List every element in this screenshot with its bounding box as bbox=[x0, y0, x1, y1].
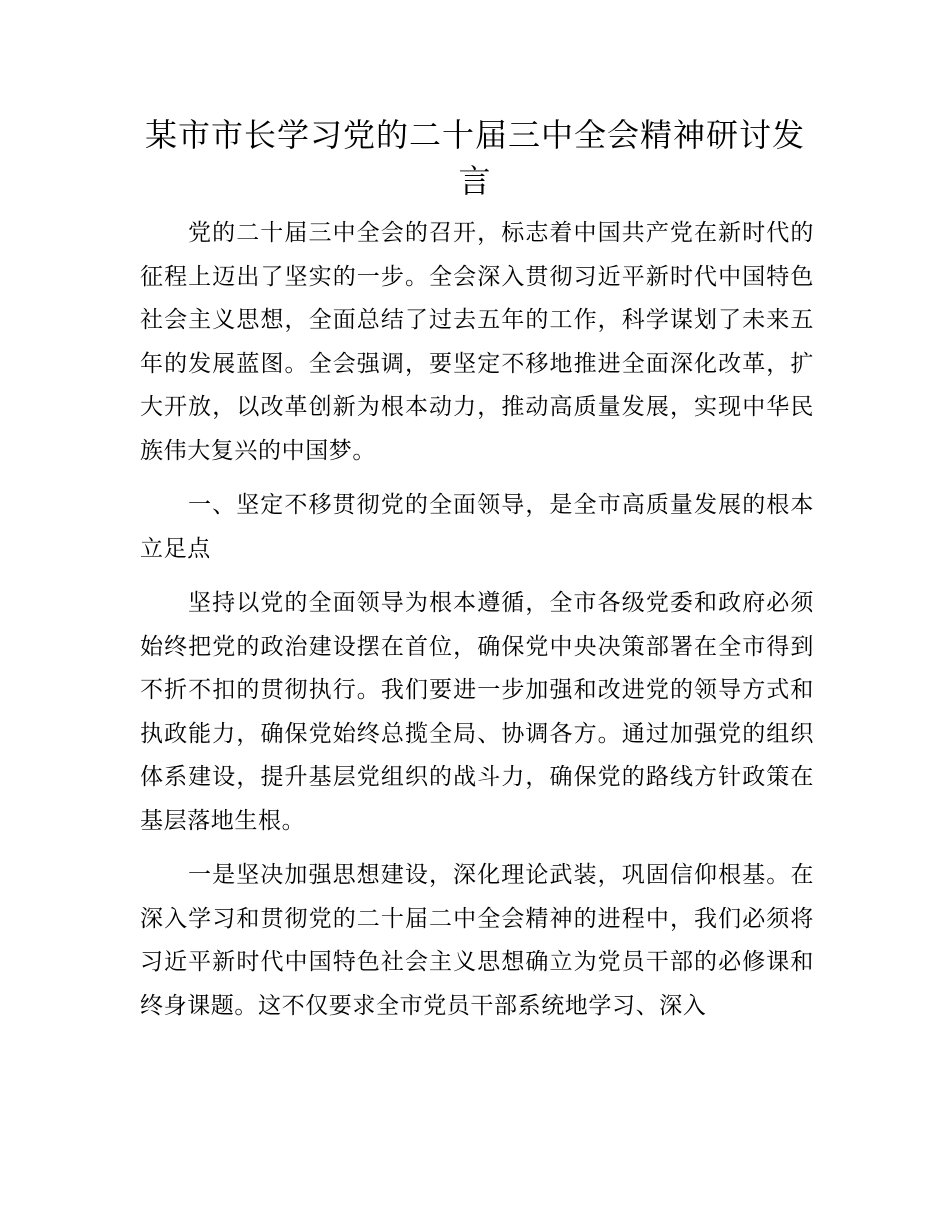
paragraph-leadership: 坚持以党的全面领导为根本遵循，全市各级党委和政府必须始终把党的政治建设摆在首位，确保党中央决策部署在全市得到不折不扣的贯彻执行。我们要进一步加强和改进党的领导方式和执政能力，确保党始终总揽全局、协调各方。通过加强党的组织体系建设，提升基层党组织的战斗力，确保党的路线方针政策在基层落地生根。 bbox=[140, 590, 814, 834]
paragraph-intro: 党的二十届三中全会的召开，标志着中国共产党在新时代的征程上迈出了坚实的一步。全会深入贯彻习近平新时代中国特色社会主义思想，全面总结了过去五年的工作，科学谋划了未来五年的发展蓝图。全会强调，要坚定不移地推进全面深化改革，扩大开放，以改革创新为根本动力，推动高质量发展，实现中华民族伟大复兴的中国梦。 bbox=[140, 220, 814, 464]
document-title: 某市市长学习党的二十届三中全会精神研讨发言 bbox=[144, 116, 805, 200]
paragraph-ideology: 一是坚决加强思想建设，深化理论武装，巩固信仰根基。在深入学习和贯彻党的二十届二中全会精神的进程中，我们必须将习近平新时代中国特色社会主义思想确立为党员干部的必修课和终身课题。这不仅要求全市党员干部系统地学习、深入 bbox=[140, 862, 814, 1019]
document-body bbox=[140, 212, 814, 1039]
section-heading-one: 一、坚定不移贯彻党的全面领导，是全市高质量发展的根本立足点 bbox=[140, 492, 814, 562]
